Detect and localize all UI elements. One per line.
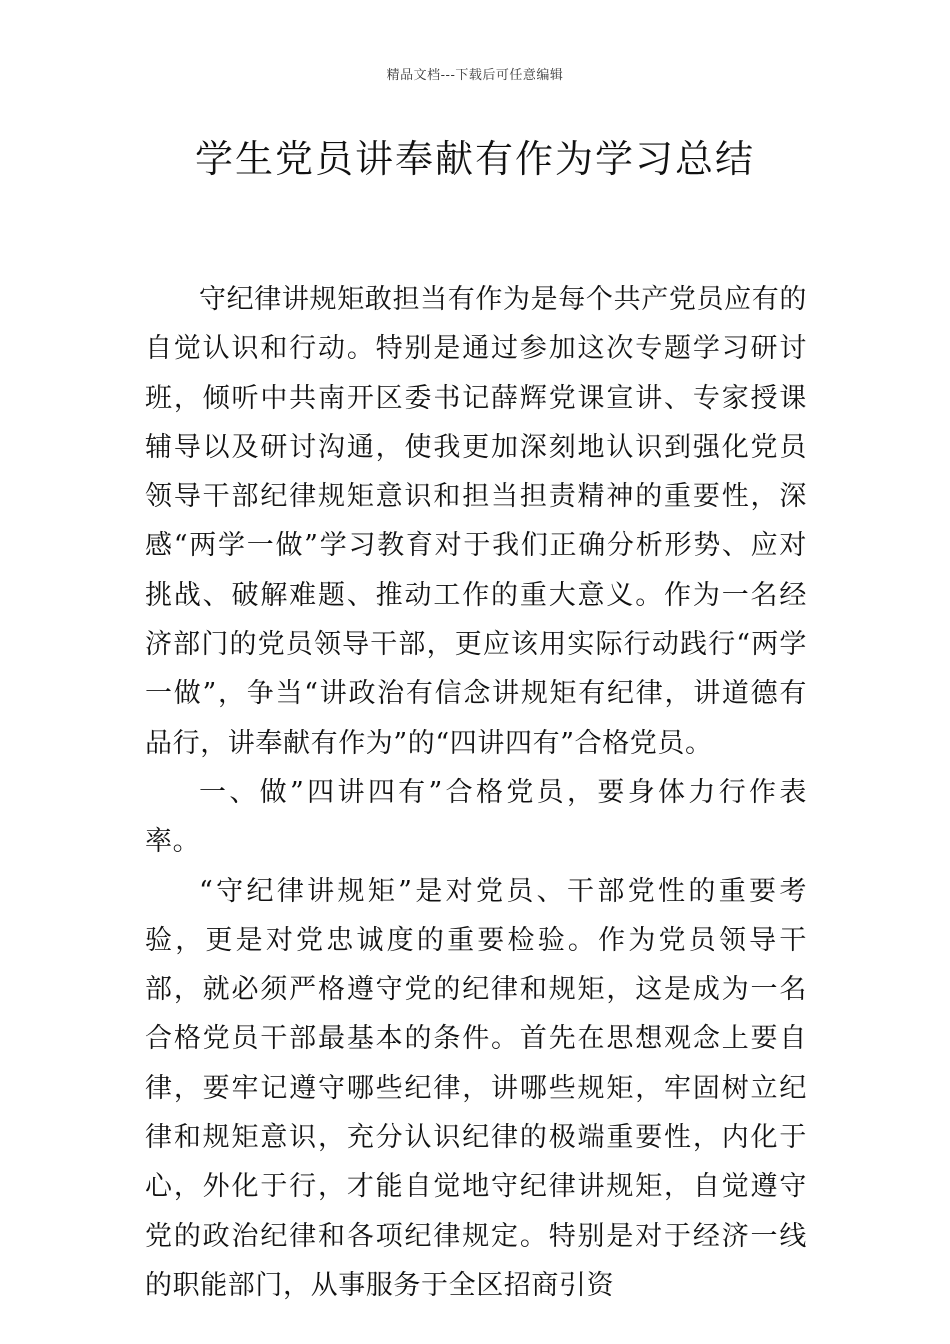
paragraph-section-heading: 一、做”四讲四有”合格党员，要身体力行作表率。 bbox=[145, 776, 807, 858]
paragraph-discipline: “守纪律讲规矩”是对党员、干部党性的重要考验，更是对党忠诚度的重要检验。作为党员领导干部，就必须严格遵守党的纪律和规矩，这是成为一名合格党员干部最基本的条件。首先在思想观念上要自律，要牢记遵守哪些纪律，讲哪些规矩，牢固树立纪律和规矩意识，充分认识纪律的极端重要性，内化于心，外化于行，才能自觉地守纪律讲规矩，自觉遵守党的政治纪律和各项纪律规定。特别是对于经济一线的职能部门，从事服务于全区招商引资 bbox=[145, 875, 807, 1301]
document-body bbox=[145, 275, 807, 1310]
header-note: 精品文档---下载后可任意编辑 bbox=[386, 68, 564, 83]
paragraph-intro: 守纪律讲规矩敢担当有作为是每个共产党员应有的自觉认识和行动。特别是通过参加这次专题学习研讨班，倾听中共南开区委书记薛辉党课宣讲、专家授课辅导以及研讨沟通，使我更加深刻地认识到强化党员领导干部纪律规矩意识和担当担责精神的重要性，深感“两学一做”学习教育对于我们正确分析形势、应对挑战、破解难题、推动工作的重大意义。作为一名经济部门的党员领导干部，更应该用实际行动践行“两学一做”，争当“讲政治有信念讲规矩有纪律，讲道德有品行，讲奉献有作为”的“四讲四有”合格党员。 bbox=[145, 284, 807, 759]
document-title: 学生党员讲奉献有作为学习总结 bbox=[194, 137, 755, 181]
